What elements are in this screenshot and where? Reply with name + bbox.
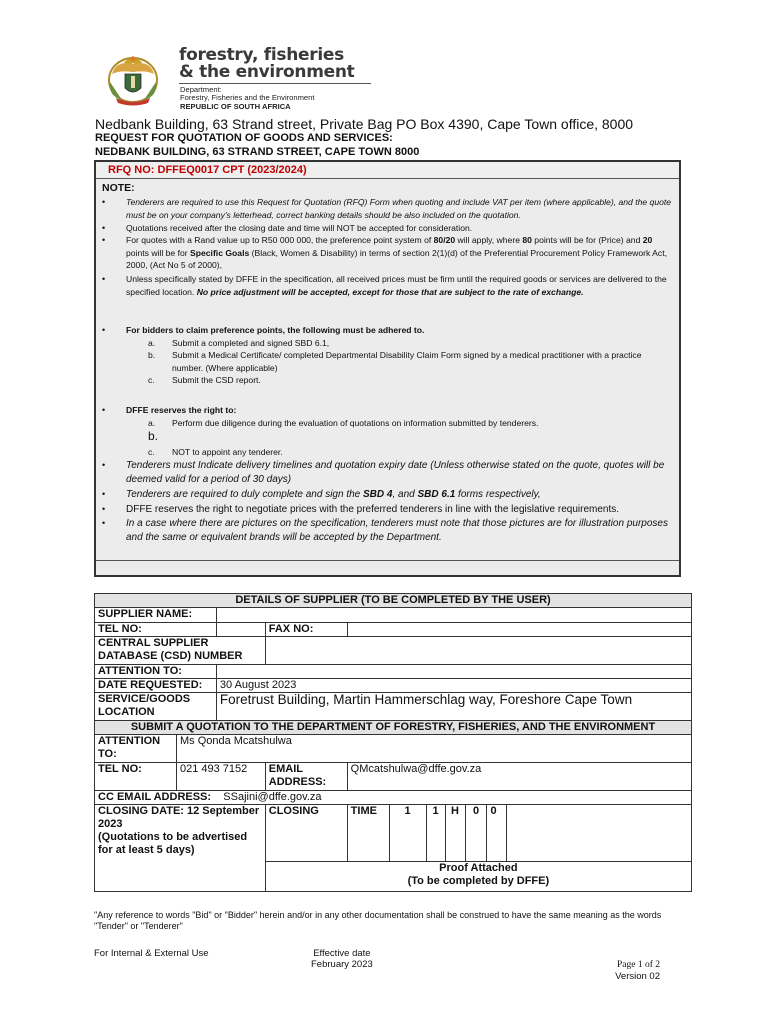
fax-field[interactable] xyxy=(347,623,691,637)
usage-label: For Internal & External Use xyxy=(94,948,209,959)
note-text: Quotations received after the closing date and time will NOT be accepted for consideration. xyxy=(126,223,473,233)
text: SBD 6.1 xyxy=(417,489,456,500)
text: , and xyxy=(392,489,418,500)
date-requested-value: 30 August 2023 xyxy=(216,679,691,693)
sub-text: Submit a completed and signed SBD 6.1, xyxy=(172,338,330,348)
note-text: DFFE reserves the right to: xyxy=(126,405,237,415)
csd-label: CENTRAL SUPPLIER DATABASE (CSD) NUMBER xyxy=(95,637,266,665)
text: (Black, Women & Disability) in terms of section 2(1)(d) of the Preferential Procurement Policy Framework Act, 2000, (Act No 5 of 2000), xyxy=(126,247,667,271)
text: No price adjustment will be accepted, except for those that are subject to the rate of exchange. xyxy=(196,286,584,297)
note-text xyxy=(126,234,673,272)
department-name xyxy=(179,47,355,81)
text: 20 xyxy=(642,235,653,245)
text: forms respectively, xyxy=(455,489,541,500)
note-text xyxy=(126,273,673,298)
proof-cell xyxy=(265,862,691,892)
text: 80 xyxy=(522,235,532,245)
proof-note: (To be completed by DFFE) xyxy=(407,875,550,887)
supplier-details-table xyxy=(94,593,692,892)
note-text: For bidders to claim preference points, the following must be adhered to. xyxy=(126,325,425,335)
note-text xyxy=(126,488,673,502)
proof-attached: Proof Attached xyxy=(439,862,518,874)
request-location: NEDBANK BUILDING, 63 STRAND STREET, CAPE TOWN 8000 xyxy=(95,146,420,158)
bullet: • xyxy=(102,274,106,284)
cc-value: SSajini@dffe.gov.za xyxy=(223,791,322,803)
text: For quotes with a Rand value up to R50 000 000, the preference point system of xyxy=(126,235,434,245)
effective-value: February 2023 xyxy=(311,959,373,970)
text: points will be for xyxy=(126,247,191,258)
attention-label: ATTENTION TO: xyxy=(95,665,217,679)
time-label: TIME xyxy=(347,805,389,862)
bullet: • xyxy=(102,405,106,415)
sub-line-2: Forestry, Fisheries and the Environment xyxy=(180,93,315,103)
footnote: "Any reference to words "Bid" or "Bidder" herein and/or in any other documentation shall be construed to have the same meaning as the words "Tender" or "Tenderer" xyxy=(94,910,662,931)
sub-text: Submit the CSD report. xyxy=(172,375,261,385)
time-digit: 0 xyxy=(465,805,487,862)
closing-date-cell xyxy=(95,805,266,892)
time-digit: 0 xyxy=(487,805,507,862)
rfq-number: RFQ NO: DFFEQ0017 CPT (2023/2024) xyxy=(108,164,307,176)
sub-letter: c. xyxy=(148,375,155,385)
coat-of-arms-logo xyxy=(102,52,164,108)
dept-line-2: & the environment xyxy=(179,62,355,82)
note-text: DFFE reserves the right to negotiate prices with the preferred tenderers in line with the legislative requirements. xyxy=(126,504,620,515)
closing-date-label: CLOSING DATE: 12 September 2023 xyxy=(98,805,260,830)
fax-label: FAX NO: xyxy=(265,623,347,637)
sub-letter: b. xyxy=(148,429,159,443)
bullet: • xyxy=(102,460,106,470)
sub-letter: b. xyxy=(148,350,156,360)
department-subtitle xyxy=(180,86,315,111)
bullet: • xyxy=(102,197,106,207)
note-text: Tenderers must Indicate delivery timelines and quotation expiry date (Unless otherwise stated on the quote, quotes will be deemed valid for a period of 30 days) xyxy=(126,460,665,485)
tel2-label: TEL NO: xyxy=(95,763,177,791)
attn-value: Ms Qonda Mcatshulwa xyxy=(176,735,691,763)
rfq-bar xyxy=(96,162,679,179)
time-digit: 1 xyxy=(389,805,426,862)
request-title: REQUEST FOR QUOTATION OF GOODS AND SERVICES: xyxy=(95,132,393,144)
tel-label: TEL NO: xyxy=(95,623,217,637)
note-text: In a case where there are pictures on the specification, tenderers must note that those pictures are for illustration purposes and the same or equivalent brands will be accepted by the Department. xyxy=(126,518,668,543)
sub-text: NOT to appoint any tenderer. xyxy=(172,447,283,457)
location-label: SERVICE/GOODS LOCATION xyxy=(95,693,217,721)
bullet: • xyxy=(102,504,106,514)
text: SBD 4 xyxy=(363,489,393,500)
closing-label: CLOSING xyxy=(265,805,347,862)
cc-label: CC EMAIL ADDRESS: xyxy=(98,791,212,803)
location-value: Foretrust Building, Martin Hammerschlag way, Foreshore Cape Town xyxy=(216,693,691,721)
tel2-value: 021 493 7152 xyxy=(176,763,265,791)
sub-letter: a. xyxy=(148,338,156,348)
divider xyxy=(96,560,679,561)
dept-line-1: forestry, fisheries xyxy=(179,45,344,65)
sub-letter: c. xyxy=(148,447,155,457)
closing-note: (Quotations to be advertised for at least 5 days) xyxy=(98,831,248,856)
text: will apply, where xyxy=(455,235,523,245)
version: Version 02 xyxy=(615,971,660,982)
office-address: Nedbank Building, 63 Strand street, Private Bag PO Box 4390, Cape Town office, 8000 xyxy=(95,116,634,132)
bullet: • xyxy=(102,489,106,499)
effective-date xyxy=(311,948,373,970)
divider xyxy=(179,83,371,84)
bullet: • xyxy=(102,518,106,528)
sub-text: Submit a Medical Certificate/ completed Departmental Disability Claim Form signed by a medical practitioner with a practice number. (Where applicable) xyxy=(172,350,642,373)
email-value: QMcatshulwa@dffe.gov.za xyxy=(347,763,691,791)
effective-label: Effective date xyxy=(313,948,371,959)
bullet: • xyxy=(102,223,106,233)
text: points will be for (Price) and xyxy=(531,235,643,245)
time-digit: 1 xyxy=(426,805,445,862)
attn-label: ATTENTION TO: xyxy=(95,735,177,763)
submit-header: SUBMIT A QUOTATION TO THE DEPARTMENT OF FORESTRY, FISHERIES, AND THE ENVIRONMENT xyxy=(95,721,692,735)
supplier-header: DETAILS OF SUPPLIER (TO BE COMPLETED BY THE USER) xyxy=(95,594,692,608)
supplier-name-field[interactable] xyxy=(216,608,691,623)
page-info xyxy=(590,960,660,982)
sub-letter: a. xyxy=(148,418,156,428)
notes-box xyxy=(94,160,681,577)
supplier-name-label: SUPPLIER NAME: xyxy=(95,608,217,623)
sub-line-1: Department: xyxy=(180,85,222,94)
email-label: EMAIL ADDRESS: xyxy=(265,763,347,791)
time-digit: H xyxy=(445,805,465,862)
date-requested-label: DATE REQUESTED: xyxy=(95,679,217,693)
note-title: NOTE: xyxy=(102,182,135,194)
text: Specific Goals xyxy=(190,247,250,258)
empty-cell xyxy=(507,805,692,862)
attention-field[interactable] xyxy=(216,665,691,679)
tel-field[interactable] xyxy=(216,623,265,637)
bullet: • xyxy=(102,325,106,335)
sub-line-3: REPUBLIC OF SOUTH AFRICA xyxy=(180,101,291,111)
text: Tenderers are required to duly complete and sign the xyxy=(126,489,363,500)
cc-row xyxy=(95,791,692,805)
text: 80/20 xyxy=(433,235,456,245)
note-text: Tenderers are required to use this Request for Quotation (RFQ) Form when quoting and include VAT per item (where applicable), and the quote must be on your company's letterhead, correct banking details should be also included on the quotation. xyxy=(126,197,672,220)
bullet: • xyxy=(102,235,106,245)
csd-field[interactable] xyxy=(265,637,691,665)
sub-text: Perform due diligence during the evaluation of quotations on information submitted by tenderers. xyxy=(172,418,539,428)
page-number: Page 1 of 2 xyxy=(616,960,660,970)
text: Unless specifically stated by DFFE in the specification, all received prices must be firm until the required goods or services are delivered to the specified location. xyxy=(126,274,667,297)
